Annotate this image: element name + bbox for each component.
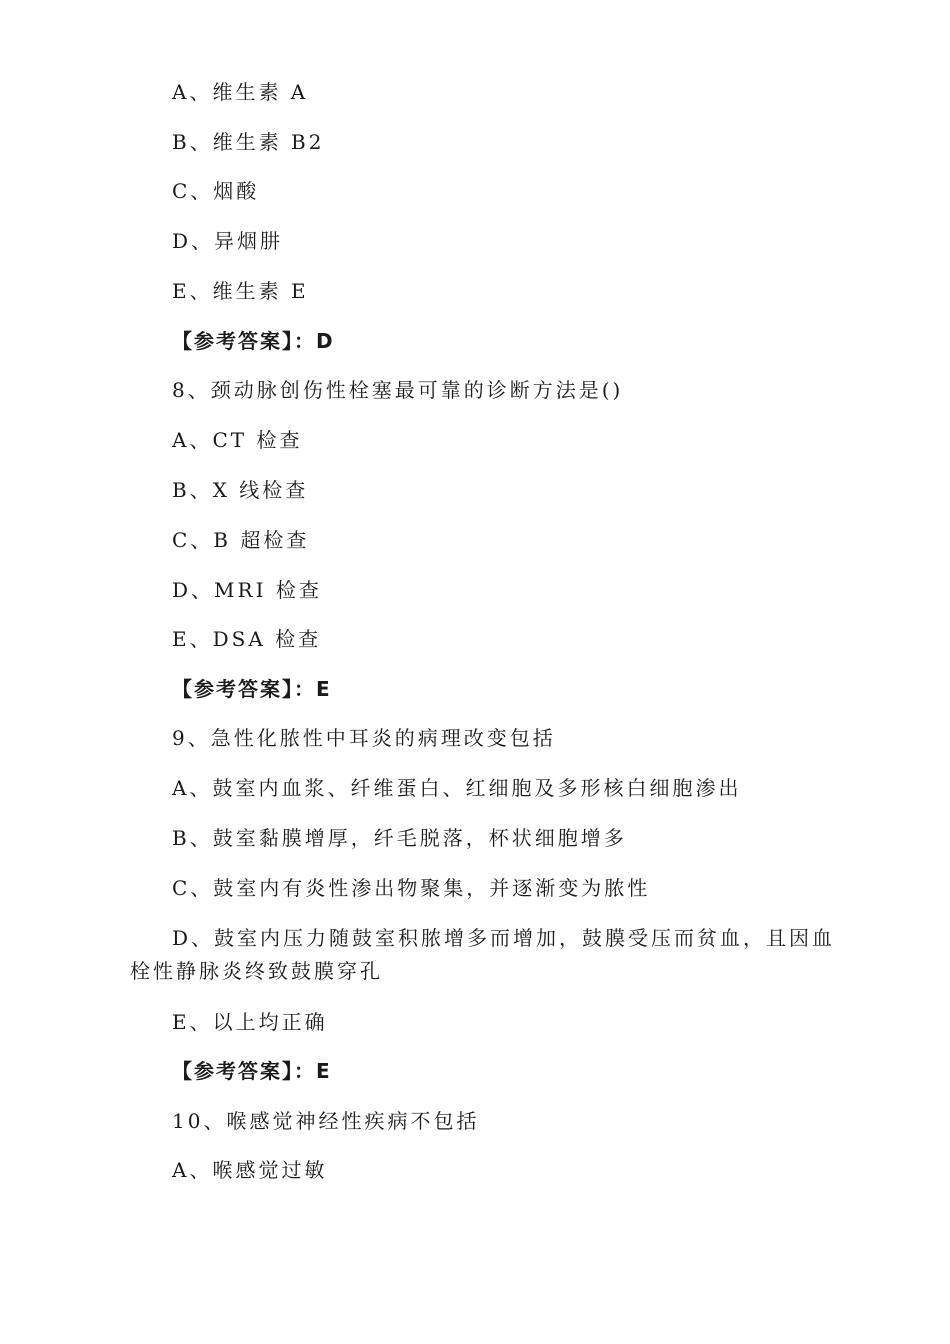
q8-option-b: B、X 线检查	[172, 478, 309, 502]
q9-question: 9、急性化脓性中耳炎的病理改变包括	[172, 726, 556, 750]
q8-option-c: C、B 超检查	[172, 528, 310, 552]
q7-option-a: A、维生素 A	[172, 80, 309, 104]
q9-option-a: A、鼓室内血浆、纤维蛋白、红细胞及多形核白细胞渗出	[172, 776, 742, 800]
q9-answer: 【参考答案】：E	[172, 1059, 332, 1083]
q8-option-a: A、CT 检查	[172, 428, 303, 452]
q7-option-d: D、异烟肼	[172, 229, 284, 253]
q9-option-e: E、以上均正确	[172, 1010, 328, 1034]
q7-answer: 【参考答案】：D	[172, 329, 335, 353]
q10-question: 10、喉感觉神经性疾病不包括	[172, 1109, 480, 1133]
q9-option-b: B、鼓室黏膜增厚，纤毛脱落，杯状细胞增多	[172, 826, 627, 850]
q9-option-d-line2: 栓性静脉炎终致鼓膜穿孔	[130, 959, 383, 983]
q8-option-e: E、DSA 检查	[172, 627, 322, 651]
q8-answer: 【参考答案】：E	[172, 677, 332, 701]
q7-option-e: E、维生素 E	[172, 279, 309, 303]
q9-option-c: C、鼓室内有炎性渗出物聚集，并逐渐变为脓性	[172, 876, 651, 900]
q7-option-c: C、烟酸	[172, 179, 260, 203]
q9-option-d-line1: D、鼓室内压力随鼓室积脓增多而增加，鼓膜受压而贫血，且因血	[172, 926, 836, 950]
q10-option-a: A、喉感觉过敏	[172, 1158, 328, 1182]
q8-question: 8、颈动脉创伤性栓塞最可靠的诊断方法是()	[172, 378, 624, 402]
q7-option-b: B、维生素 B2	[172, 130, 325, 154]
q8-option-d: D、MRI 检查	[172, 578, 322, 602]
q9-option-d	[130, 922, 836, 988]
